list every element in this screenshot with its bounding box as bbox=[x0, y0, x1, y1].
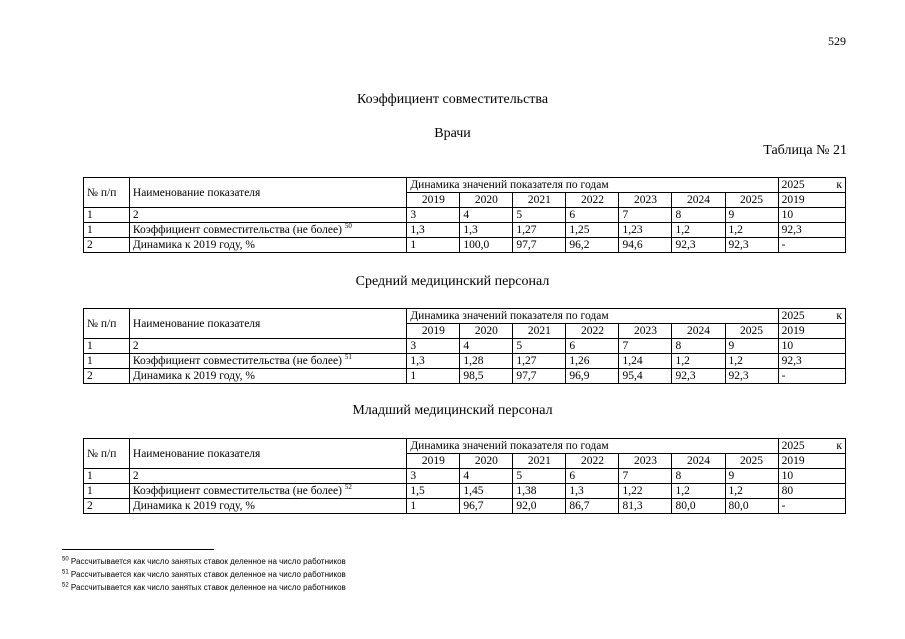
header-year: 2021 bbox=[513, 454, 566, 469]
column-number: 3 bbox=[407, 208, 460, 223]
header-year: 2020 bbox=[460, 193, 513, 208]
header-year: 2024 bbox=[672, 454, 725, 469]
footnote: $^{52}$ Рассчитывается как число занятых ставок деленное на число работников bbox=[62, 582, 346, 592]
row-value: 1,2 bbox=[672, 354, 725, 369]
row-value: 92,3 bbox=[672, 238, 725, 253]
row-value: 1,22 bbox=[619, 484, 672, 499]
row-value: 95,4 bbox=[619, 369, 672, 384]
column-number: 8 bbox=[672, 469, 725, 484]
column-number: 10 bbox=[778, 469, 845, 484]
row-name: Коэффициент совместительства (не более) $^{50}$ bbox=[129, 223, 406, 238]
column-number: 9 bbox=[725, 469, 778, 484]
page-title: Коэффициент совместительства bbox=[356, 92, 549, 107]
header-row bbox=[84, 439, 846, 454]
column-number: 1 bbox=[84, 339, 130, 354]
table-doctors bbox=[83, 177, 846, 253]
row-target: - bbox=[778, 369, 845, 384]
table-row bbox=[84, 499, 846, 514]
header-name: Наименование показателя bbox=[129, 178, 406, 208]
row-value: 1,2 bbox=[672, 223, 725, 238]
column-number: 7 bbox=[619, 208, 672, 223]
row-value: 98,5 bbox=[460, 369, 513, 384]
row-value: 92,0 bbox=[513, 499, 566, 514]
table-row bbox=[84, 354, 846, 369]
header-target-year: 2019 bbox=[778, 193, 845, 208]
row-value: 94,6 bbox=[619, 238, 672, 253]
header-year: 2022 bbox=[566, 454, 619, 469]
row-value: 1,26 bbox=[566, 354, 619, 369]
row-value: 1,27 bbox=[513, 223, 566, 238]
header-year: 2023 bbox=[619, 454, 672, 469]
column-number: 5 bbox=[513, 339, 566, 354]
row-value: 92,3 bbox=[725, 369, 778, 384]
footnotes bbox=[62, 555, 346, 594]
header-year: 2020 bbox=[460, 454, 513, 469]
header-target-year: 2019 bbox=[778, 324, 845, 339]
header-year: 2025 bbox=[725, 324, 778, 339]
column-number: 3 bbox=[407, 469, 460, 484]
column-number: 2 bbox=[129, 469, 406, 484]
row-value: 1,45 bbox=[460, 484, 513, 499]
header-year: 2019 bbox=[407, 193, 460, 208]
column-number: 5 bbox=[513, 469, 566, 484]
row-value: 1,25 bbox=[566, 223, 619, 238]
column-number: 10 bbox=[778, 339, 845, 354]
header-year: 2025 bbox=[725, 454, 778, 469]
column-number: 4 bbox=[460, 469, 513, 484]
column-number: 7 bbox=[619, 339, 672, 354]
row-value: 1,2 bbox=[672, 484, 725, 499]
header-row bbox=[84, 178, 846, 193]
row-value: 1 bbox=[407, 499, 460, 514]
row-target: 92,3 bbox=[778, 223, 845, 238]
row-value: 96,2 bbox=[566, 238, 619, 253]
header-year: 2024 bbox=[672, 324, 725, 339]
column-number: 2 bbox=[129, 208, 406, 223]
footnote: $^{50}$ Рассчитывается как число занятых ставок деленное на число работников bbox=[62, 556, 346, 566]
column-number: 4 bbox=[460, 208, 513, 223]
column-number: 4 bbox=[460, 339, 513, 354]
header-year: 2020 bbox=[460, 324, 513, 339]
column-number: 10 bbox=[778, 208, 845, 223]
row-num: 2 bbox=[84, 499, 130, 514]
column-number: 9 bbox=[725, 339, 778, 354]
header-dynamics: Динамика значений показателя по годам bbox=[407, 178, 778, 193]
row-value: 97,7 bbox=[513, 369, 566, 384]
column-number: 6 bbox=[566, 469, 619, 484]
column-number: 9 bbox=[725, 208, 778, 223]
column-number: 6 bbox=[566, 208, 619, 223]
header-year: 2021 bbox=[513, 324, 566, 339]
footnote-divider bbox=[62, 549, 214, 550]
row-target: 80 bbox=[778, 484, 845, 499]
row-value: 81,3 bbox=[619, 499, 672, 514]
row-value: 86,7 bbox=[566, 499, 619, 514]
row-num: 1 bbox=[84, 484, 130, 499]
column-number: 5 bbox=[513, 208, 566, 223]
row-value: 1,38 bbox=[513, 484, 566, 499]
header-year: 2022 bbox=[566, 193, 619, 208]
header-target: 2025 к bbox=[778, 178, 845, 193]
row-value: 1,23 bbox=[619, 223, 672, 238]
header-year: 2025 bbox=[725, 193, 778, 208]
table-mid-staff bbox=[83, 308, 846, 384]
header-year: 2021 bbox=[513, 193, 566, 208]
footnote: $^{51}$ Рассчитывается как число занятых ставок деленное на число работников bbox=[62, 569, 346, 579]
header-dynamics: Динамика значений показателя по годам bbox=[407, 309, 778, 324]
row-target: - bbox=[778, 499, 845, 514]
column-number: 8 bbox=[672, 339, 725, 354]
row-name: Коэффициент совместительства (не более) $^{51}$ bbox=[129, 354, 406, 369]
header-target: 2025 к bbox=[778, 309, 845, 324]
row-name: Динамика к 2019 году, % bbox=[129, 369, 406, 384]
row-value: 92,3 bbox=[672, 369, 725, 384]
row-value: 1,2 bbox=[725, 484, 778, 499]
footnote-ref: 51 bbox=[344, 353, 352, 362]
column-number: 1 bbox=[84, 208, 130, 223]
row-value: 1,24 bbox=[619, 354, 672, 369]
row-value: 1 bbox=[407, 369, 460, 384]
header-year: 2019 bbox=[407, 324, 460, 339]
row-value: 1 bbox=[407, 238, 460, 253]
header-year: 2019 bbox=[407, 454, 460, 469]
row-value: 1,3 bbox=[566, 484, 619, 499]
table-label: Таблица № 21 bbox=[763, 143, 847, 158]
header-num: № п/п bbox=[84, 309, 130, 339]
page-number: 529 bbox=[828, 34, 846, 48]
header-dynamics: Динамика значений показателя по годам bbox=[407, 439, 778, 454]
section-heading-doctors: Врачи bbox=[434, 126, 471, 141]
numbering-row bbox=[84, 208, 846, 223]
header-name: Наименование показателя bbox=[129, 439, 406, 469]
row-name: Динамика к 2019 году, % bbox=[129, 499, 406, 514]
row-value: 80,0 bbox=[672, 499, 725, 514]
row-value: 1,28 bbox=[460, 354, 513, 369]
row-num: 2 bbox=[84, 369, 130, 384]
row-value: 1,5 bbox=[407, 484, 460, 499]
section-heading-junior-staff: Младший медицинский персонал bbox=[352, 403, 553, 418]
row-value: 96,9 bbox=[566, 369, 619, 384]
footnote-ref: 52 bbox=[344, 483, 352, 492]
footnote-ref: 50 bbox=[344, 222, 352, 231]
header-name: Наименование показателя bbox=[129, 309, 406, 339]
row-num: 1 bbox=[84, 223, 130, 238]
row-value: 80,0 bbox=[725, 499, 778, 514]
column-number: 3 bbox=[407, 339, 460, 354]
header-num: № п/п bbox=[84, 439, 130, 469]
row-value: 97,7 bbox=[513, 238, 566, 253]
numbering-row bbox=[84, 469, 846, 484]
table-row bbox=[84, 369, 846, 384]
section-heading-mid-staff: Средний медицинский персонал bbox=[355, 274, 550, 289]
header-target: 2025 к bbox=[778, 439, 845, 454]
header-year: 2023 bbox=[619, 193, 672, 208]
row-value: 92,3 bbox=[725, 238, 778, 253]
table-row bbox=[84, 223, 846, 238]
row-num: 2 bbox=[84, 238, 130, 253]
row-value: 96,7 bbox=[460, 499, 513, 514]
row-target: - bbox=[778, 238, 845, 253]
row-num: 1 bbox=[84, 354, 130, 369]
row-value: 1,3 bbox=[407, 223, 460, 238]
row-value: 1,3 bbox=[407, 354, 460, 369]
row-value: 1,2 bbox=[725, 223, 778, 238]
column-number: 6 bbox=[566, 339, 619, 354]
header-year: 2024 bbox=[672, 193, 725, 208]
row-name: Коэффициент совместительства (не более) $^{52}$ bbox=[129, 484, 406, 499]
column-number: 2 bbox=[129, 339, 406, 354]
table-row bbox=[84, 238, 846, 253]
header-year: 2023 bbox=[619, 324, 672, 339]
row-value: 1,3 bbox=[460, 223, 513, 238]
row-target: 92,3 bbox=[778, 354, 845, 369]
header-num: № п/п bbox=[84, 178, 130, 208]
row-name: Динамика к 2019 году, % bbox=[129, 238, 406, 253]
row-value: 1,2 bbox=[725, 354, 778, 369]
column-number: 7 bbox=[619, 469, 672, 484]
row-value: 100,0 bbox=[460, 238, 513, 253]
column-number: 8 bbox=[672, 208, 725, 223]
header-row bbox=[84, 309, 846, 324]
table-row bbox=[84, 484, 846, 499]
table-junior-staff bbox=[83, 438, 846, 514]
column-number: 1 bbox=[84, 469, 130, 484]
numbering-row bbox=[84, 339, 846, 354]
header-target-year: 2019 bbox=[778, 454, 845, 469]
row-value: 1,27 bbox=[513, 354, 566, 369]
header-year: 2022 bbox=[566, 324, 619, 339]
